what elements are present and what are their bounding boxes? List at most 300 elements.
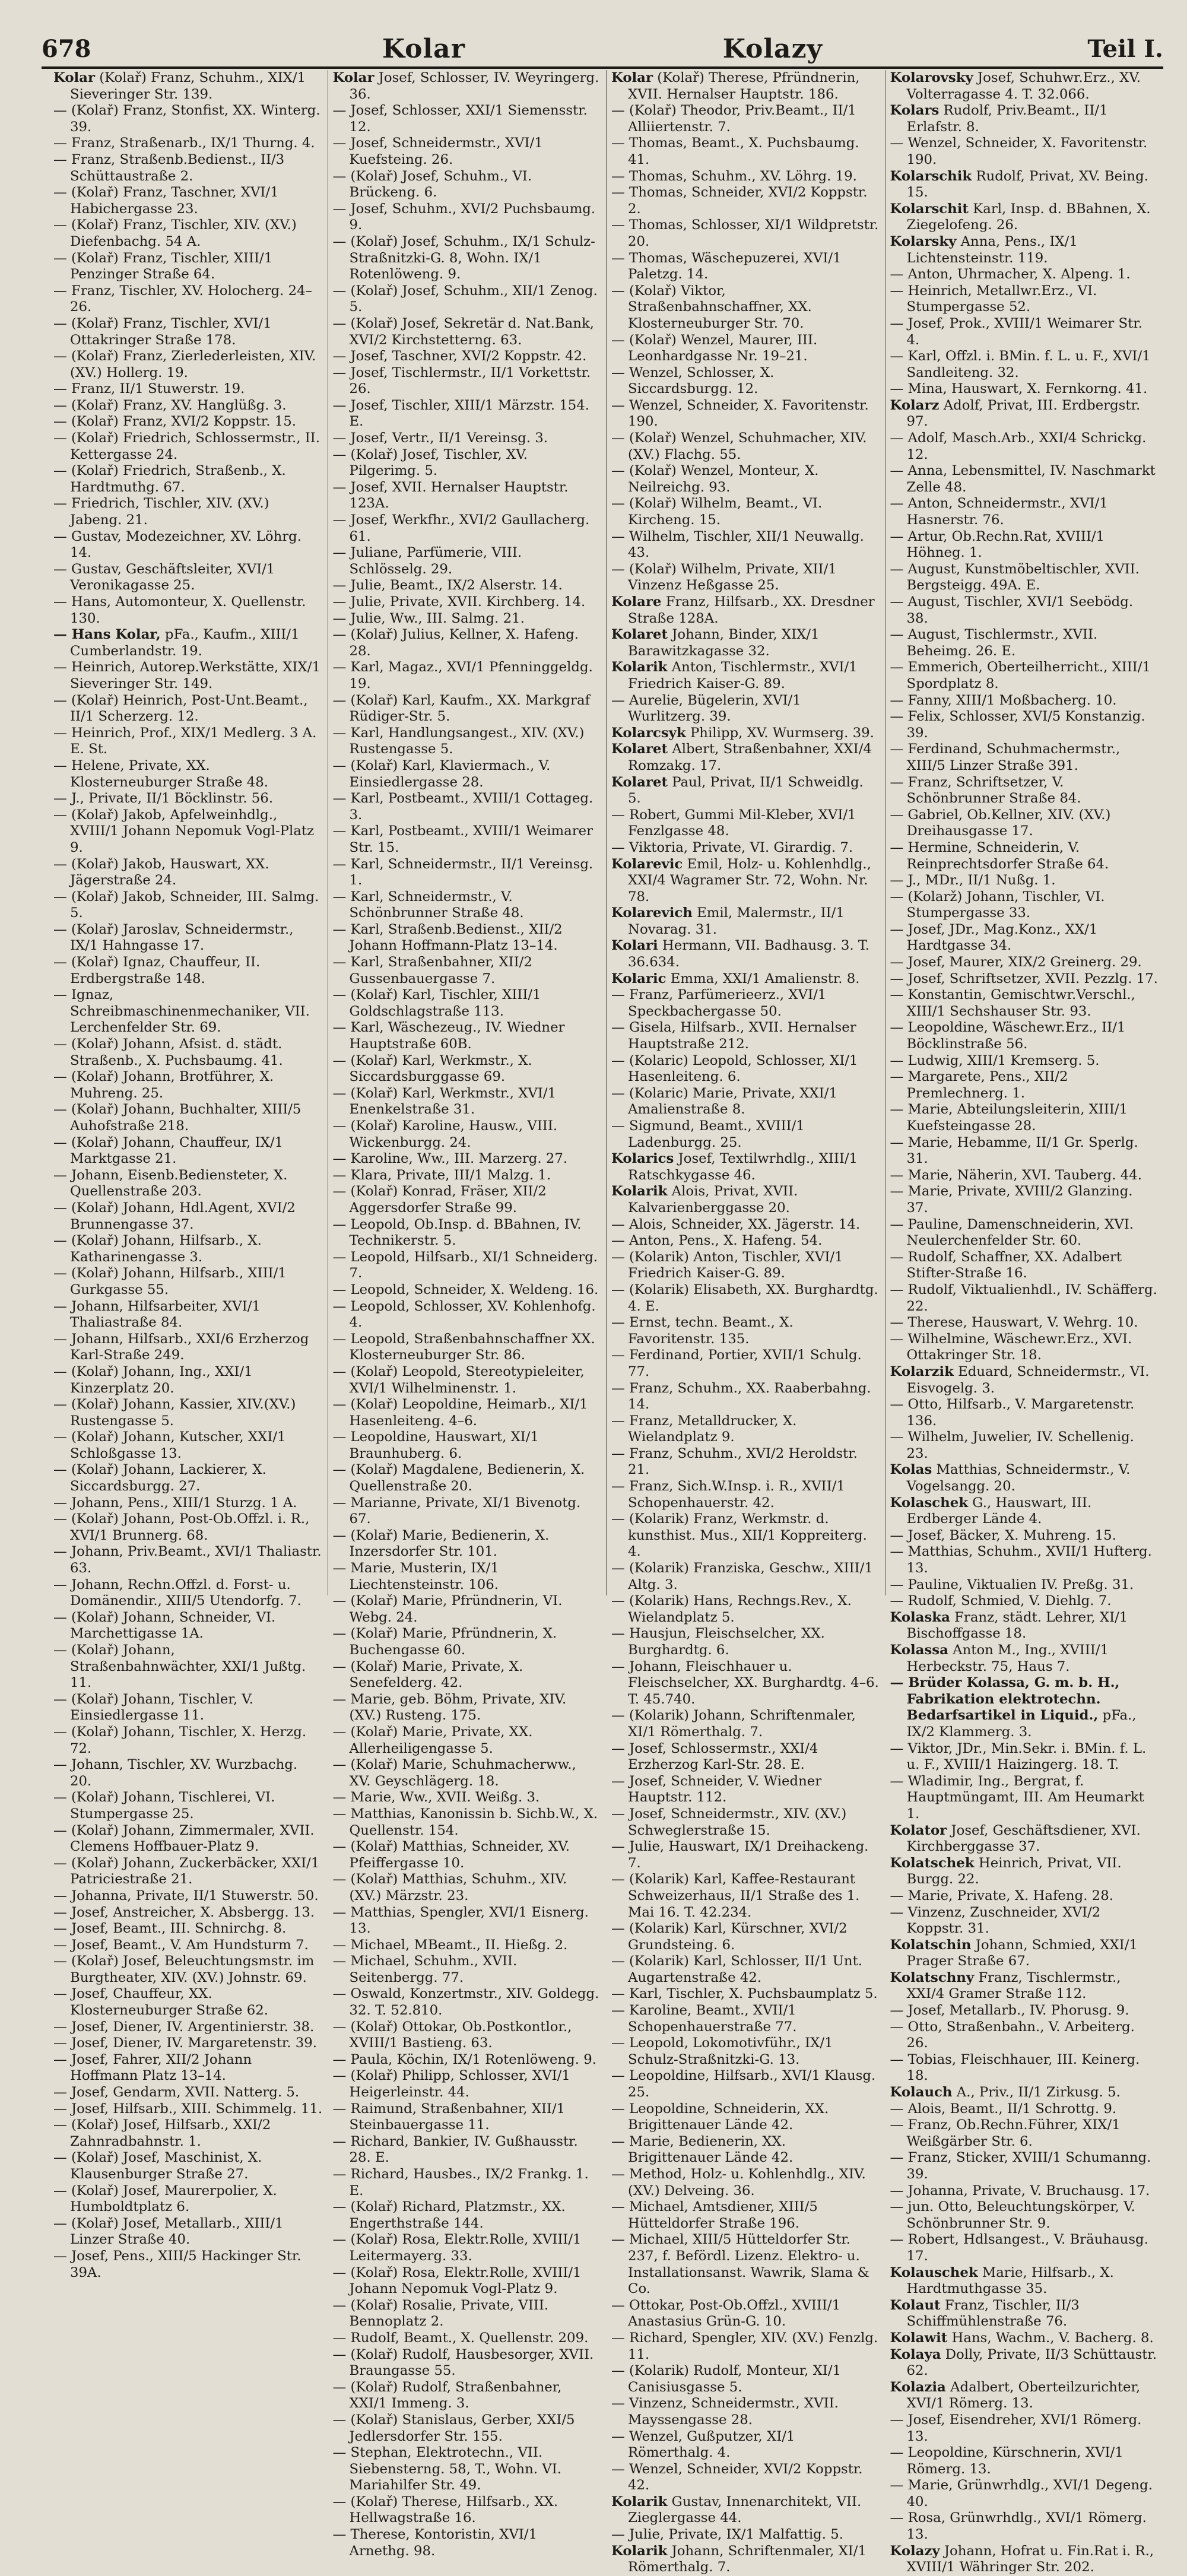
entry-text: — Leopold, Ob.Insp. d. BBahnen, IV. Technikerstr. 5. <box>332 1216 586 1249</box>
entry-text: — Leopold, Schlosser, XV. Kohlenhofg. 4. <box>332 1298 600 1331</box>
directory-entry <box>333 1692 602 1724</box>
entry-text: Josef, Textilwrhdlg., XIII/1 Ratschkygasse 46. <box>628 1151 862 1183</box>
entry-text: — Konstantin, Gemischtwr.Verschl., XIII/1 Sechshauser Str. 93. <box>890 987 1140 1019</box>
entry-text: — (Kolař) Karl, Kaufm., XX. Markgraf Rüdiger-Str. 5. <box>332 692 595 725</box>
entry-text: — (Kolař) Johann, Hdl.Agent, XVI/2 Brunnengasse 37. <box>53 1200 300 1232</box>
directory-entry <box>53 2183 323 2216</box>
directory-entry <box>333 1905 602 1937</box>
directory-entry <box>890 2380 1159 2412</box>
directory-entry <box>611 2429 880 2461</box>
directory-entry <box>611 332 880 365</box>
entry-text: — Julie, Private, XVII. Kirchberg. 14. <box>332 594 586 610</box>
entry-text: — Karl, Offzl. i. BMin. f. L. u. F., XVI/1 Sandleiteng. 32. <box>890 348 1155 380</box>
directory-entry <box>333 283 602 316</box>
entry-text: — Josef, Schneidermstr., XIV. (XV.) Schweglerstraße 15. <box>611 1806 851 1838</box>
directory-entry <box>611 1774 880 1806</box>
entry-text: — Julie, Private, IX/1 Malfattig. 5. <box>611 2527 843 2543</box>
directory-entry <box>333 659 602 692</box>
directory-entry <box>53 103 323 135</box>
directory-entry <box>333 1282 602 1299</box>
entry-text: Franz, städt. Lehrer, XI/1 Bischoffgasse 18. <box>906 1609 1132 1642</box>
entry-text: — Matthias, Spengler, XVI/1 Eisnerg. 13. <box>332 1904 594 1937</box>
entry-text: — Robert, Hdlsangest., V. Bräuhausg. 17. <box>890 2232 1153 2264</box>
directory-entry <box>890 889 1159 922</box>
directory-entry <box>333 627 602 659</box>
entry-text: — Anna, Lebensmittel, IV. Naschmarkt Zelle 48. <box>890 463 1160 495</box>
directory-entry <box>611 1626 880 1658</box>
directory-entry <box>890 627 1159 659</box>
directory-entry <box>53 1364 323 1397</box>
entry-text: — (Kolarik) Franziska, Geschw., XIII/1 Altg. 3. <box>611 1560 878 1592</box>
directory-entry <box>333 103 602 135</box>
entry-text: Albert, Straßenbahner, XXI/4 Romzakg. 17. <box>628 741 877 773</box>
directory-entry <box>53 1233 323 1265</box>
directory-entry <box>333 1364 602 1397</box>
entry-headword: Kolauschek <box>890 2264 978 2280</box>
directory-entry <box>53 2085 323 2101</box>
directory-entry <box>333 2298 602 2330</box>
entry-text: — (Kolař) Johann, Brotführer, X. Muhreng. 25. <box>53 1069 278 1101</box>
entry-text: — Heinrich, Autorep.Werkstätte, XIX/1 Sieveringer Str. 149. <box>53 659 325 691</box>
directory-entry <box>53 889 323 922</box>
entry-text: — Adolf, Masch.Arb., XXI/4 Schrickg. 12. <box>890 430 1151 462</box>
directory-entry <box>890 430 1159 463</box>
entry-text: — Method, Holz- u. Kohlenhdlg., XIV. (XV.) Delveing. 36. <box>611 2166 870 2199</box>
entry-text: — (Kolař) Marie, Pfründnerin, VI. Webg. 24. <box>332 1593 567 1625</box>
entry-text: — Richard, Hausbes., IX/2 Frankg. 1. E. <box>332 2166 593 2199</box>
directory-entry <box>333 1151 602 1168</box>
directory-entry <box>890 775 1159 807</box>
entry-text: — Otto, Straßenbahn., V. Arbeiterg. 26. <box>890 2019 1140 2051</box>
directory-entry <box>890 2117 1159 2150</box>
entry-text: — Stephan, Elektrotechn., VII. Siebensterng. 58, T., Wohn. VI. Mariahilfer Str. 49. <box>332 2445 566 2493</box>
directory-entry <box>890 709 1159 741</box>
directory-entry <box>890 1577 1159 1594</box>
directory-entry <box>53 1397 323 1429</box>
directory-entry <box>611 2298 880 2330</box>
entry-text: — Hans, Automonteur, X. Quellenstr. 130. <box>53 594 310 626</box>
directory-entry <box>890 954 1159 971</box>
entry-text: — (Kolař) Leopoldine, Heimarb., XI/1 Hasenleiteng. 4–6. <box>332 1397 592 1429</box>
directory-entry <box>333 987 602 1020</box>
directory-entry <box>53 1642 323 1692</box>
directory-entry <box>890 561 1159 594</box>
entry-text: — Therese, Hauswart, V. Wehrg. 10. <box>890 1315 1138 1331</box>
entry-text: Emma, XXI/1 Amalienstr. 8. <box>666 970 860 986</box>
directory-entry <box>611 1986 880 2003</box>
entry-text: — Julie, Beamt., IX/2 Alserstr. 14. <box>332 578 563 594</box>
entry-text: — Wenzel, Gußputzer, XI/1 Römerthalg. 4. <box>611 2428 799 2461</box>
directory-entry <box>890 1495 1159 1528</box>
entry-text: Rudolf, Privat, XV. Being. 15. <box>906 168 1153 201</box>
directory-entry <box>333 169 602 201</box>
entry-text: — Wenzel, Schneider, X. Favoritenstr. 190. <box>890 135 1152 167</box>
entry-text: Johann, Schriftenmaler, XI/1 Römerthalg. 7. <box>628 2543 871 2575</box>
entry-text: Franz, Tischlermstr., XXI/4 Gramer Straße 112. <box>906 1969 1125 2002</box>
entry-text: — Wenzel, Schneider, XVI/2 Koppstr. 42. <box>611 2461 867 2493</box>
entry-headword: Kolarik <box>611 659 668 675</box>
directory-entry <box>890 234 1159 267</box>
directory-entry <box>611 2199 880 2232</box>
entry-text: — Josef, Schlossermstr., XXI/4 Erzherzog Karl-Str. 28. E. <box>611 1740 823 1773</box>
entry-headword: Kolar <box>611 70 653 85</box>
entry-text: — (Kolař) Johann, Tischler, X. Herzg. 72. <box>53 1724 311 1756</box>
entry-headword: Kolatschin <box>890 1937 972 1953</box>
entry-text: — Viktoria, Private, VI. Girardig. 7. <box>611 839 853 855</box>
entry-text: — Wilhelmine, Wäschewr.Erz., XVI. Ottakringer Str. 18. <box>890 1331 1137 1363</box>
entry-text: — (Kolař) Marie, Schuhmacherww., XV. Geyschlägerg. 18. <box>332 1757 581 1789</box>
entry-text: — (Kolař) Franz, Tischler, XIII/1 Penzinger Straße 64. <box>53 250 277 283</box>
entry-text: — (Kolař) Jaroslav, Schneidermstr., IX/1 Hahngasse 17. <box>53 921 298 954</box>
directory-entry <box>53 2150 323 2182</box>
directory-entry <box>611 1806 880 1839</box>
entry-text: — Karl, Magaz., XVI/1 Pfenninggeldg. 19. <box>332 659 598 691</box>
directory-entry <box>333 856 602 889</box>
directory-entry <box>53 430 323 463</box>
entry-text: — Josef, Schuhm., XVI/2 Puchsbaumg. 9. <box>332 201 600 233</box>
directory-entry <box>890 2347 1159 2380</box>
directory-entry <box>333 2068 602 2101</box>
entry-text: — Johann, Hilfsarb., XXI/6 Erzherzog Karl-Straße 249. <box>53 1331 313 1363</box>
entry-text: — Johanna, Private, II/1 Stuwerstr. 50. <box>53 1887 319 1904</box>
directory-entry <box>333 2330 602 2347</box>
header-rule <box>42 66 1163 69</box>
directory-entry <box>53 1937 323 1954</box>
entry-headword: Kolarik <box>611 1184 668 1200</box>
directory-entry <box>333 1790 602 1806</box>
directory-entry <box>53 1168 323 1200</box>
directory-entry <box>53 1135 323 1168</box>
directory-entry <box>53 954 323 987</box>
entry-text: — (Kolař) Jakob, Schneider, III. Salmg. 5. <box>53 889 323 921</box>
entry-text: — (Kolař) Heinrich, Post-Unt.Beamt., II/1 Scherzerg. 12. <box>53 692 312 725</box>
directory-entry <box>890 1249 1159 1282</box>
entry-text: Marie, Hilfsarb., X. Hardtmuthgasse 35. <box>906 2264 1119 2297</box>
entry-text: — (Kolař) Johann, Buchhalter, XIII/5 Auhofstraße 218. <box>53 1102 306 1134</box>
columns <box>49 70 1163 2575</box>
entry-text: — (Kolař) Friedrich, Straßenb., X. Hardtmuthg. 67. <box>53 463 290 495</box>
entry-text: — Tobias, Fleischhauer, III. Keinerg. 18. <box>890 2051 1144 2084</box>
entry-text: — Viktor, JDr., Min.Sekr. i. BMin. f. L. u. F., XVIII/1 Haizingerg. 18. T. <box>890 1740 1151 1773</box>
directory-entry <box>53 414 323 430</box>
entry-text: — Karoline, Beamt., XVII/1 Schopenhauerstraße 77. <box>611 2003 801 2035</box>
entry-text: Heinrich, Privat, VII. Burgg. 22. <box>906 1855 1126 1887</box>
entry-text: — (Kolař) Friedrich, Schlossermstr., II. Kettergasse 24. <box>53 430 325 462</box>
directory-entry <box>333 889 602 922</box>
directory-entry <box>53 922 323 954</box>
directory-entry <box>611 627 880 659</box>
entry-headword: Kolarsky <box>890 233 957 249</box>
entry-text: Anton, Tischlermstr., XVI/1 Friedrich Kaiser-G. 89. <box>628 659 862 691</box>
entry-text: — Leopoldine, Hauswart, XI/1 Braunhuberg. 6. <box>332 1429 544 1461</box>
entry-text: — Felix, Schlosser, XVI/5 Konstanzig. 39. <box>890 709 1150 741</box>
directory-entry <box>890 1281 1162 1315</box>
entry-text: — Anton, Schneidermstr., XVI/1 Hasnerstr. 76. <box>890 496 1113 528</box>
entry-text: — (Kolař) Johann, Schneider, VI. Marchettigasse 1A. <box>53 1609 280 1642</box>
entry-text: — Gabriel, Ob.Kellner, XIV. (XV.) Dreihausgasse 17. <box>890 807 1115 839</box>
directory-entry <box>890 1970 1159 2003</box>
directory-entry <box>611 725 880 742</box>
directory-entry <box>611 1511 880 1560</box>
entry-headword: Kolars <box>890 103 940 119</box>
entry-text: — Marie, Private, X. Hafeng. 28. <box>890 1887 1113 1904</box>
directory-entry <box>333 1659 602 1692</box>
directory-entry <box>890 70 1159 103</box>
entry-text: — Johann, Rechn.Offzl. d. Forst- u. Domänendir., XIII/5 Utendorfg. 7. <box>53 1576 301 1609</box>
directory-entry <box>611 2527 880 2543</box>
entry-text: — Vinzenz, Zuschneider, XVI/2 Koppstr. 31. <box>890 1904 1105 1937</box>
directory-entry <box>53 348 323 381</box>
entry-text: — Matthias, Kanonissin b. Sichb.W., X. Quellenstr. 154. <box>332 1806 602 1838</box>
entry-headword: Kolarik <box>611 2493 668 2510</box>
directory-entry <box>53 217 323 250</box>
entry-text: — (Kolarik) Anton, Tischler, XVI/1 Friedrich Kaiser-G. 89. <box>611 1249 848 1281</box>
directory-entry <box>53 659 323 692</box>
entry-text: — Fanny, XIII/1 Moßbacherg. 10. <box>890 692 1117 708</box>
entry-text: — Rudolf, Schaffner, XX. Adalbert Stifter-Straße 16. <box>890 1249 1126 1281</box>
entry-text: Dolly, Private, II/3 Schüttaustr. 62. <box>906 2346 1161 2379</box>
entry-text: — (Kolař) Stanislaus, Gerber, XXI/5 Jedlersdorfer Str. 155. <box>332 2412 579 2444</box>
directory-entry <box>333 348 602 365</box>
directory-entry <box>611 594 880 627</box>
entry-text: — Franz, Sticker, XVIII/1 Schumanng. 39. <box>890 2150 1156 2182</box>
directory-entry <box>611 1233 880 1249</box>
directory-entry <box>611 987 880 1020</box>
directory-entry <box>890 316 1159 348</box>
directory-entry <box>890 1937 1159 1970</box>
directory-entry <box>333 1495 602 1528</box>
directory-entry <box>611 398 880 430</box>
directory-entry <box>333 1397 602 1429</box>
directory-entry <box>890 2003 1159 2019</box>
entry-text: — (Kolař) Franz, Stonfist, XX. Winterg. 39. <box>53 103 325 135</box>
directory-entry <box>611 463 880 496</box>
entry-text: — Karoline, Ww., III. Marzerg. 27. <box>332 1151 568 1167</box>
entry-text: — (Kolař) Richard, Platzmstr., XX. Engerthstraße 144. <box>332 2199 570 2231</box>
directory-entry <box>53 987 323 1036</box>
entry-text: — Wenzel, Schneider, X. Favoritenstr. 190. <box>611 397 874 430</box>
entry-text: — Gisela, Hilfsarb., XVII. Hernalser Hauptstraße 212. <box>611 1020 861 1052</box>
directory-entry <box>333 1168 602 1184</box>
entry-text: — (Kolař) Franz, XVI/2 Koppstr. 15. <box>53 414 296 430</box>
directory-entry <box>333 2527 602 2559</box>
directory-entry <box>53 693 323 725</box>
entry-text: — August, Kunstmöbeltischler, XVII. Bergsteigg. 49A. E. <box>890 561 1144 594</box>
entry-text: — Richard, Spengler, XIV. (XV.) Fenzlg. 11. <box>611 2330 883 2362</box>
directory-entry <box>333 2052 602 2069</box>
directory-entry <box>890 1053 1159 1070</box>
entry-text: — Johann, Eisenb.Bediensteter, X. Quellenstraße 203. <box>53 1167 292 1200</box>
directory-entry <box>611 2101 880 2134</box>
entry-text: — Thomas, Schuhm., XV. Löhrg. 19. <box>611 168 857 184</box>
entry-text: — Karl, Wäschezeug., IV. Wiedner Hauptstraße 60B. <box>332 1020 569 1052</box>
entry-text: — Marie, geb. Böhm, Private, XIV. (XV.) Rusteng. 175. <box>332 1691 571 1724</box>
entry-text: — Ferdinand, Schuhmachermstr., XIII/5 Linzer Straße 391. <box>890 741 1125 773</box>
directory-entry <box>53 1888 323 1905</box>
directory-entry <box>611 2396 880 2428</box>
entry-text: — Josef, Hilfsarb., XIII. Schimmelg. 11. <box>53 2101 323 2117</box>
entry-text: pFa., IX/2 Klammerg. 3. <box>906 1708 1141 1740</box>
directory-entry <box>890 1331 1159 1364</box>
entry-text: — (Kolař) Karl, Tischler, XIII/1 Goldschlagstraße 113. <box>332 987 545 1019</box>
directory-entry <box>890 2543 1159 2576</box>
entry-text: — Heinrich, Prof., XIX/1 Medlerg. 3 A. E. St. <box>53 725 321 757</box>
directory-entry <box>333 1299 602 1331</box>
directory-entry <box>611 2461 880 2494</box>
entry-text: — (Kolař) Ottokar, Ob.Postkontlor., XVIII/1 Bastieng. 63. <box>332 2019 576 2051</box>
entry-text: — Leopold, Lokomotivführ., IX/1 Schulz-Straßnitzki-G. 13. <box>611 2035 837 2067</box>
entry-text: — (Kolař) Philipp, Schlosser, XVI/1 Heigerleinstr. 44. <box>332 2068 575 2101</box>
directory-entry <box>890 873 1159 889</box>
entry-text: — (Kolař) Johann, Lackierer, X. Siccardsburgg. 27. <box>53 1462 271 1495</box>
directory-entry <box>333 365 602 398</box>
entry-text: — (Kolař) Josef, Maschinist, X. Klausenburger Straße 27. <box>53 2150 266 2182</box>
entry-text: — Ludwig, XIII/1 Kremserg. 5. <box>890 1052 1100 1068</box>
entry-text: — Oswald, Konzertmstr., XIV. Goldegg. 32. T. 52.810. <box>332 1986 604 2019</box>
entry-headword: Kolar <box>53 70 95 85</box>
directory-entry <box>53 561 323 594</box>
entry-text: — (Kolař) Franz, Tischler, XVI/1 Ottakringer Straße 178. <box>53 315 276 348</box>
entry-text: — Franz, Straßenarb., IX/1 Thurng. 4. <box>53 135 315 151</box>
directory-entry <box>890 840 1159 873</box>
entry-text: — (Kolař) Marie, Bedienerin, X. Inzersdorfer Str. 101. <box>332 1527 554 1560</box>
directory-entry <box>333 512 602 545</box>
entry-text: Johann, Schmied, XXI/1 Prager Straße 67. <box>906 1937 1142 1969</box>
entry-text: — (Kolař) Marie, Pfründnerin, X. Buchengasse 60. <box>332 1626 561 1658</box>
entry-text: — (Kolarž) Johann, Tischler, VI. Stumpergasse 33. <box>890 889 1109 921</box>
directory-entry <box>890 1610 1159 1642</box>
entry-text: — Anton, Pens., X. Hafeng. 54. <box>611 1233 823 1249</box>
directory-entry <box>611 1118 880 1151</box>
entry-text: — (Kolař) Rudolf, Hausbesorger, XVII. Braungasse 55. <box>332 2346 598 2379</box>
entry-text: — (Kolař) Jakob, Apfelweinhdlg., XVIII/1 Johann Nepomuk Vogl-Platz 9. <box>53 807 319 855</box>
entry-text: Johann, Binder, XIX/1 Barawitzkagasse 32. <box>628 627 824 659</box>
directory-entry <box>53 1511 323 1544</box>
entry-text: — Ferdinand, Portier, XVII/1 Schulg. 77. <box>611 1347 867 1379</box>
entry-text: — Leopoldine, Kürschnerin, XVI/1 Römerg. 13. <box>890 2445 1128 2477</box>
directory-entry <box>611 971 880 988</box>
entry-text: — Ernst, techn. Beamt., X. Favoritenstr. 135. <box>611 1315 798 1347</box>
directory-entry <box>611 905 880 938</box>
directory-entry <box>333 2494 602 2527</box>
entry-text: — Michael, Schuhm., XVII. Seitenbergg. 77. <box>332 1953 522 1985</box>
directory-entry <box>890 201 1159 234</box>
entry-text: — Leopold, Hilfsarb., XI/1 Schneiderg. 7. <box>332 1249 602 1281</box>
entry-text: — Thomas, Beamt., X. Puchsbaumg. 41. <box>611 135 864 167</box>
directory-entry <box>611 217 883 250</box>
entry-text: — Rudolf, Schmied, V. Diehlg. 7. <box>890 1593 1112 1609</box>
entry-text: — (Kolarik) Franz, Werkmstr. d. kunsthist. Mus., XII/1 Koppreiterg. 4. <box>611 1511 872 1560</box>
directory-entry <box>333 1757 602 1790</box>
directory-entry <box>333 823 602 856</box>
entry-headword: Kolaut <box>890 2297 941 2313</box>
directory-entry <box>53 1986 323 2019</box>
entry-text: — Michael, XIII/5 Hütteldorfer Str. 237, f. Befördl. Lizenz. Elektro- u. Installationsanst. Wawrik, Slama & Co. <box>611 2232 874 2297</box>
entry-headword: Kolawit <box>890 2330 948 2346</box>
entry-text: — Rosa, Grünwrhdlg., XVI/1 Römerg. 13. <box>890 2510 1151 2543</box>
directory-entry <box>611 250 880 283</box>
entry-text: — (Kolař) Therese, Hilfsarb., XX. Hellwagstraße 16. <box>332 2493 563 2526</box>
directory-entry <box>333 594 602 611</box>
entry-headword: Kolar <box>332 70 374 85</box>
entry-text: — (Kolař) Karl, Werkmstr., X. Siccardsburggasse 69. <box>332 1052 537 1085</box>
directory-entry <box>53 1102 323 1134</box>
directory-entry <box>890 659 1159 692</box>
directory-entry <box>890 1855 1159 1888</box>
entry-text: — Wladimir, Ing., Bergrat, f. Hauptmüngamt, III. Am Heumarkt 1. <box>890 1773 1149 1822</box>
running-head-right: Kolazy <box>722 33 823 64</box>
entry-text: — Josef, Tischlermstr., II/1 Vorkettstr. 26. <box>332 364 595 397</box>
directory-entry <box>53 1921 323 1937</box>
entry-text: — Franz, Schuhm., XX. Raaberbahng. 14. <box>611 1380 875 1413</box>
directory-entry <box>333 922 602 954</box>
entry-text: Franz, Hilfsarb., XX. Dresdner Straße 128A. <box>628 594 879 626</box>
entry-text: — Friedrich, Tischler, XIV. (XV.) Jabeng. 21. <box>53 496 274 528</box>
entry-text: A., Priv., II/1 Zirkusg. 5. <box>952 2085 1121 2101</box>
directory-entry <box>611 2363 880 2396</box>
directory-entry <box>53 2101 323 2118</box>
directory-entry <box>333 2019 602 2052</box>
entry-text: — Heinrich, Metallwr.Erz., VI. Stumpergasse 52. <box>890 283 1102 315</box>
entry-text: — Karl, Schneidermstr., V. Schönbrunner Straße 48. <box>332 889 524 921</box>
entry-text: — Karl, Postbeamt., XVIII/1 Weimarer Str. 15. <box>332 823 598 855</box>
directory-entry <box>890 2298 1159 2330</box>
entry-text: Anton M., Ing., XVIII/1 Herbeckstr. 75, Haus 7. <box>906 1642 1113 1674</box>
directory-entry <box>53 1265 323 1298</box>
entry-text: Hermann, VII. Badhausg. 3. T. 36.634. <box>628 938 874 970</box>
entry-text: Josef, Schlosser, IV. Weyringerg. 36. <box>349 70 604 102</box>
directory-entry <box>890 1462 1159 1495</box>
entry-text: — Josef, Chauffeur, XX. Klosterneuburger Straße 62. <box>53 1986 269 2019</box>
entry-text: — Pauline, Damenschneiderin, XVI. Neulerchenfelder Str. 60. <box>890 1216 1138 1249</box>
directory-entry <box>890 2330 1159 2347</box>
entry-text: — Ottokar, Post-Ob.Offzl., XVIII/1 Anastasius Grün-G. 10. <box>611 2297 845 2330</box>
entry-text: Josef, Schuhwr.Erz., XV. Volterragasse 4. T. 32.066. <box>906 70 1145 102</box>
directory-entry <box>53 2035 323 2052</box>
entry-text: — Richard, Bankier, IV. Gußhausstr. 28. E. <box>332 2133 583 2166</box>
entry-text: — Vinzenz, Schneidermstr., XVII. Mayssengasse 28. <box>611 2396 843 2428</box>
entry-text: — (Kolař) Franz, Zierlederleisten, XIV. (XV.) Hollerg. 19. <box>53 348 320 380</box>
entry-text: — Josef, Taschner, XVI/2 Koppstr. 42. <box>332 348 587 364</box>
entry-headword: Kolaret <box>611 741 668 757</box>
directory-entry <box>890 741 1159 774</box>
entry-text: — Leopold, Schneider, X. Weldeng. 16. <box>332 1281 599 1297</box>
entry-text: Paul, Privat, II/1 Schweidlg. 5. <box>628 774 868 807</box>
entry-text: — Karl, Postbeamt., XVIII/1 Cottageg. 3. <box>332 791 598 823</box>
directory-entry <box>890 1741 1159 1774</box>
directory-entry <box>333 2232 602 2264</box>
entry-text: — (Kolarik) Karl, Kürschner, XVI/2 Grundsteing. 6. <box>611 1921 852 1953</box>
entry-headword: — Brüder Kolassa, G. m. b. H., Fabrikation elektrotechn. Bedarfsartikel in Liquid., <box>890 1675 1125 1724</box>
directory-entry <box>53 627 323 659</box>
directory-entry <box>333 1528 602 1560</box>
directory-entry <box>333 2265 602 2298</box>
entry-headword: Kolator <box>890 1822 947 1838</box>
entry-text: Emil, Holz- u. Kohlenhdlg., XXI/4 Wagramer Str. 72, Wohn. Nr. 78. <box>628 856 876 905</box>
directory-entry <box>53 1610 323 1642</box>
entry-text: — Franz, Tischler, XV. Holocherg. 24–26. <box>53 283 313 315</box>
entry-text: — Thomas, Schneider, XVI/2 Koppstr. 2. <box>611 185 872 217</box>
entry-text: — Josef, Schriftsetzer, XVII. Pezzlg. 17. <box>890 970 1158 986</box>
directory-entry <box>890 267 1159 283</box>
directory-entry <box>611 1249 880 1282</box>
entry-text: — Johann, Hilfsarbeiter, XVI/1 Thaliastraße 84. <box>53 1298 265 1331</box>
entry-text: — Thomas, Wäschepuzerei, XVI/1 Paletzg. 14. <box>611 250 846 283</box>
entry-text: — Franz, Parfümerieerz., XVI/1 Speckbachergasse 50. <box>611 987 831 1019</box>
directory-entry <box>53 185 323 217</box>
directory-entry <box>611 1446 880 1479</box>
directory-entry <box>53 1724 323 1757</box>
